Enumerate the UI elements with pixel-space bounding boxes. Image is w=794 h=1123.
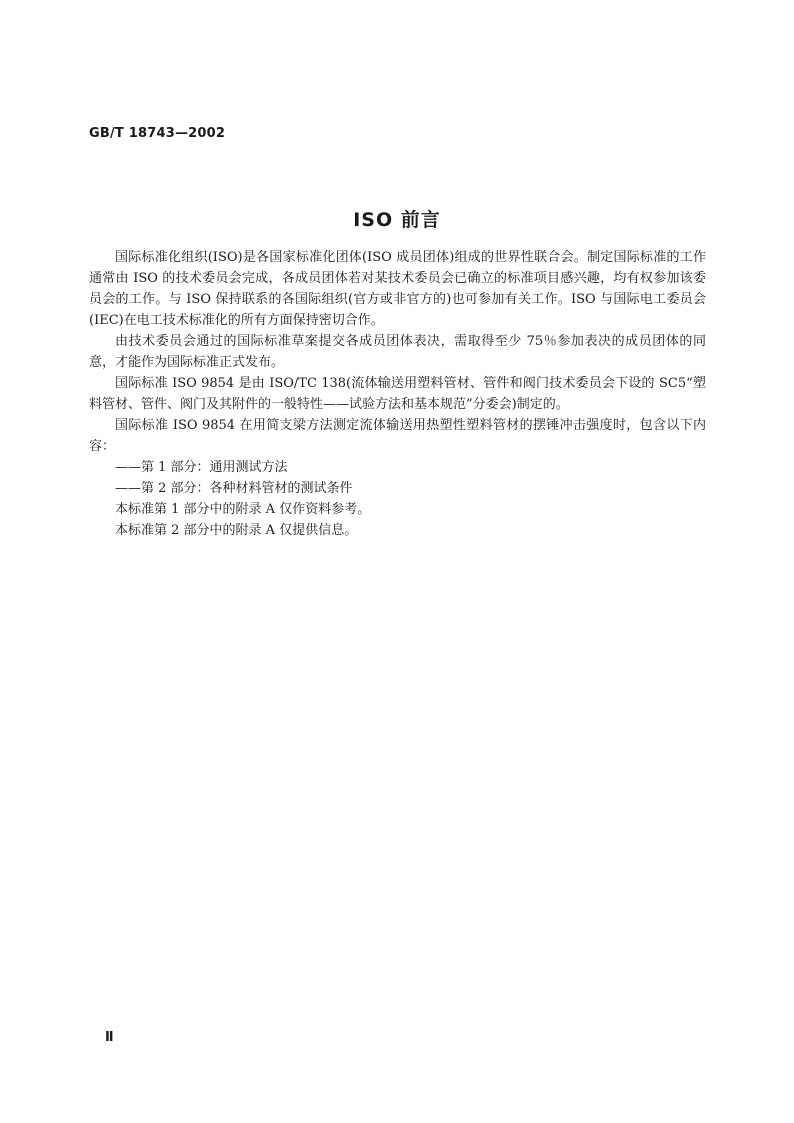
paragraph-contents: 国际标准 ISO 9854 在用简支梁方法测定流体输送用热塑性塑料管材的摆锤冲击强度时，包含以下内容： [89, 418, 706, 454]
foreword-body [89, 247, 706, 541]
paragraph-committee: 国际标准 ISO 9854 是由 ISO/TC 138(流体输送用塑料管材、管件和阀门技术委员会下设的 SC5“塑料管材、管件、阀门及其附件的一般特性——试验方法和基本规范”分委会)制定的。 [89, 376, 706, 412]
paragraph-annex-part-2: 本标准第 2 部分中的附录 A 仅提供信息。 [115, 523, 358, 538]
paragraph-annex-part-1: 本标准第 1 部分中的附录 A 仅作资料参考。 [115, 502, 371, 517]
list-item-part-2: ——第 2 部分：各种材料管材的测试条件 [115, 481, 353, 496]
page-title: ISO 前言 [353, 209, 441, 231]
standard-code: GB/T 18743—2002 [89, 126, 226, 141]
paragraph-voting: 由技术委员会通过的国际标准草案提交各成员团体表决，需取得至少 75％参加表决的成员团体的同意，才能作为国际标准正式发布。 [89, 334, 706, 370]
page-number: Ⅱ [105, 1030, 114, 1045]
list-item-part-1: ——第 1 部分：通用测试方法 [115, 460, 288, 475]
paragraph-iso-intro: 国际标准化组织(ISO)是各国家标准化团体(ISO 成员团体)组成的世界性联合会。制定国际标准的工作通常由 ISO 的技术委员会完成，各成员团体若对某技术委员会已确立的标准项目感兴趣，均有权参加该委员会的工作。与 ISO 保持联系的各国际组织(官方或非官方的)也可参加有关工作。ISO 与国际电工委员会(IEC)在电工技术标准化的所有方面保持密切合作。 [89, 250, 706, 328]
